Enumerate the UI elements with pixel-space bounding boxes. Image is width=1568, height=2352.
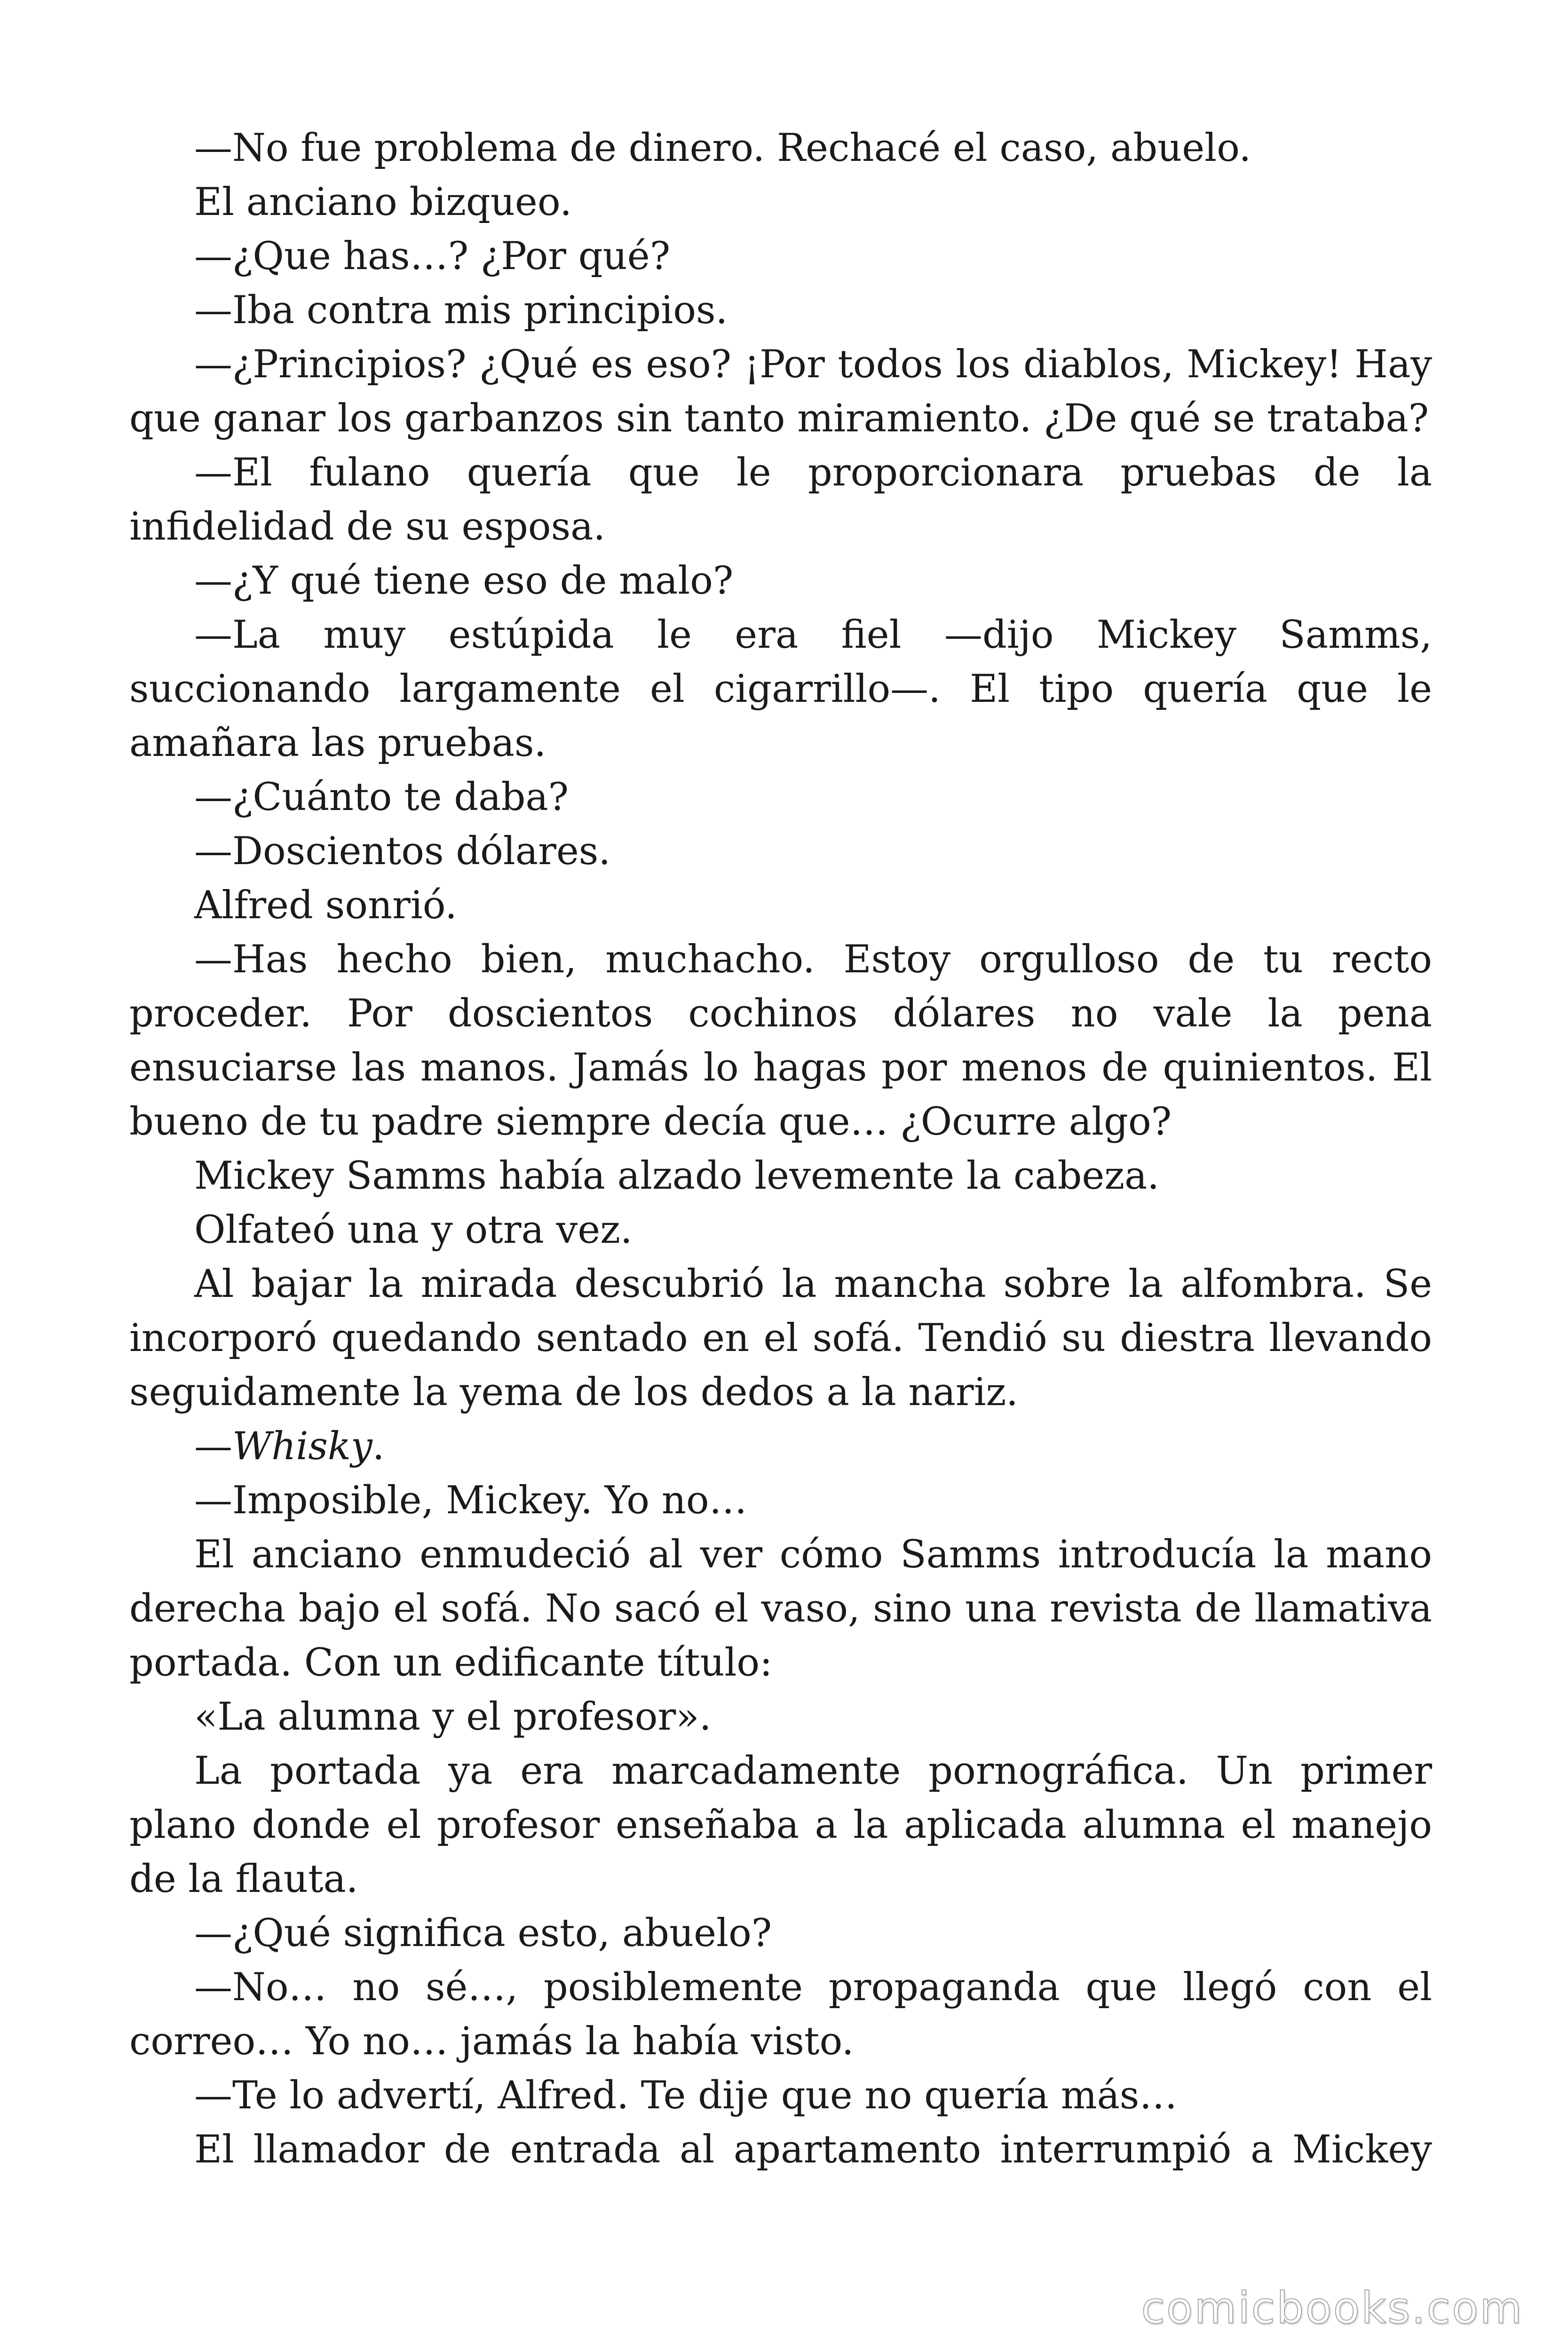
paragraph: —La muy estúpida le era fiel —dijo Mickey Samms, succionando largamente el cigarrillo—. El tipo quería que le amañara las pruebas.: [129, 613, 1432, 765]
paragraph: Alfred sonrió.: [194, 883, 457, 928]
paragraph: —Iba contra mis principios.: [194, 288, 728, 333]
paragraph: —Has hecho bien, muchacho. Estoy orgulloso de tu recto proceder. Por doscientos cochinos dólares no vale la pena ensuciarse las manos. Jamás lo hagas por menos de quinientos. El bueno de tu padre siempre decía que… ¿Ocurre algo?: [129, 938, 1432, 1144]
paragraph: —Doscientos dólares.: [194, 829, 611, 874]
period: .: [372, 1424, 385, 1469]
paragraph: —¿Que has…? ¿Por qué?: [194, 234, 671, 278]
paragraph: —No… no sé…, posiblemente propaganda que llegó con el correo… Yo no… jamás la había visto.: [129, 1965, 1432, 2064]
paragraph: —¿Principios? ¿Qué es eso? ¡Por todos los diablos, Mickey! Hay que ganar los garbanzos sin tanto miramiento. ¿De qué se trataba?: [129, 342, 1432, 441]
paragraph-whisky: [129, 1420, 1432, 1474]
paragraph: —No fue problema de dinero. Rechacé el caso, abuelo.: [194, 126, 1251, 170]
paragraph: —¿Y qué tiene eso de malo?: [194, 559, 734, 603]
paragraph: La portada ya era marcadamente pornográfica. Un primer plano donde el profesor enseñaba a la aplicada alumna el manejo de la flauta.: [129, 1749, 1432, 1901]
paragraph: Mickey Samms había alzado levemente la cabeza.: [194, 1154, 1160, 1198]
paragraph: —Imposible, Mickey. Yo no…: [194, 1478, 747, 1523]
paragraph: El anciano enmudeció al ver cómo Samms introducía la mano derecha bajo el sofá. No sacó el vaso, sino una revista de llamativa portada. Con un edificante título:: [129, 1533, 1432, 1685]
paragraph: Olfateó una y otra vez.: [194, 1208, 633, 1252]
paragraph: «La alumna y el profesor».: [194, 1695, 712, 1739]
watermark-logo: comicbooks.com: [1141, 2283, 1523, 2333]
dash: —: [194, 1424, 232, 1469]
paragraph: —¿Cuánto te daba?: [194, 775, 569, 819]
body-text: [129, 121, 1432, 2177]
paragraph: El anciano bizqueo.: [194, 180, 572, 224]
paragraph: Al bajar la mirada descubrió la mancha sobre la alfombra. Se incorporó quedando sentado en el sofá. Tendió su diestra llevando seguidamente la yema de los dedos a la nariz.: [129, 1262, 1432, 1414]
paragraph-last: El llamador de entrada al apartamento interrumpió a Mickey: [194, 2128, 1432, 2172]
italic-word: Whisky: [232, 1424, 372, 1469]
paragraph: —Te lo advertí, Alfred. Te dije que no quería más…: [194, 2074, 1178, 2118]
paragraph: —El fulano quería que le proporcionara pruebas de la infidelidad de su esposa.: [129, 451, 1432, 549]
paragraph: —¿Qué significa esto, abuelo?: [194, 1911, 772, 1955]
